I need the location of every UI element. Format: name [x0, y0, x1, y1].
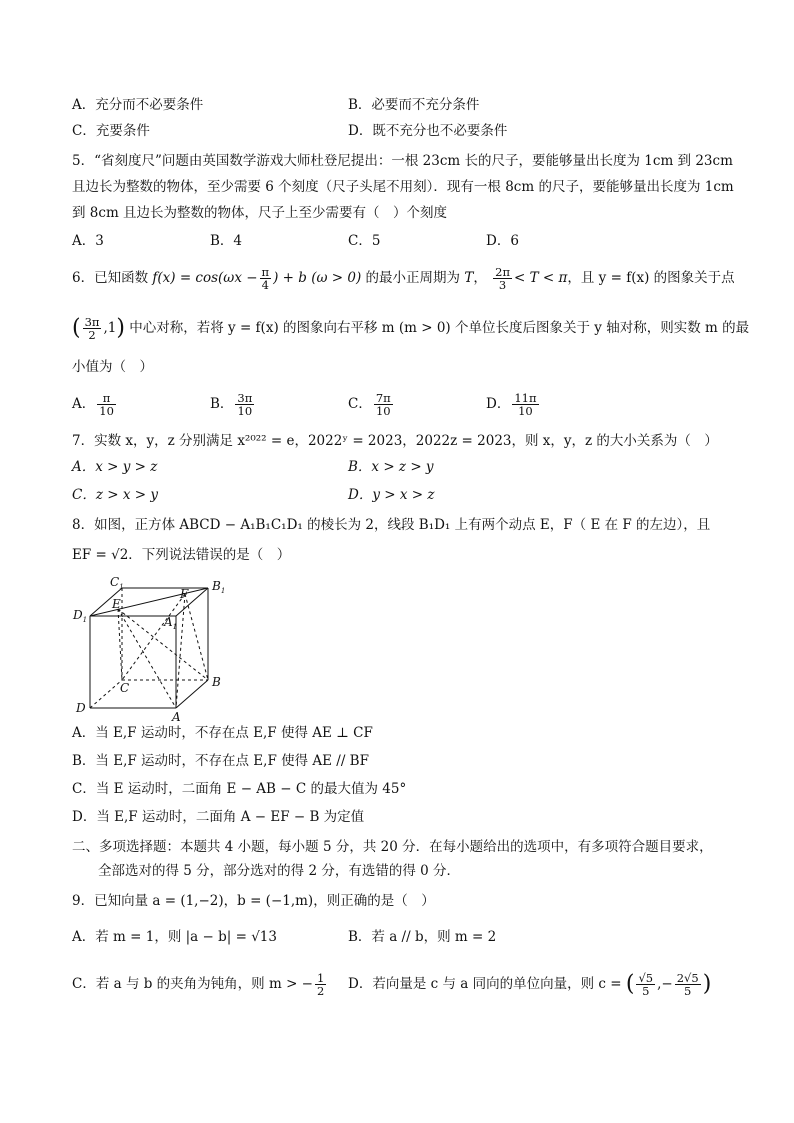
q9-option-c-text: C．若 a 与 b 的夹角为钝角，则 m > − — [72, 976, 313, 992]
q6-func-4: 4 — [261, 278, 269, 292]
q8-option-a: A．当 E,F 运动时，不存在点 E,F 使得 AE ⊥ CF — [72, 725, 373, 741]
q6-option-a-label: A． — [72, 396, 96, 412]
label-f: F — [180, 587, 189, 601]
edge-ab — [176, 680, 208, 708]
q6-line-2: ( $\frac{3\pi}{2}$ ,1) 中心对称，若将 y = f(x) 的图象向右平移 m (m > 0) 个单位长度后图象关于 y 轴对称，则实数 m 的最 — [72, 315, 750, 342]
q6-option-d-den: 10 — [518, 404, 533, 418]
q9-option-d-text: D．若向量是 c 与 a 同向的单位向量，则 c = — [348, 976, 622, 992]
q9-option-d-fraction-1 — [636, 972, 655, 997]
q6-cond-fraction — [493, 266, 512, 291]
q5-line-1: 5．“省刻度尺”问题由英国数学游戏大师杜登尼提出：一根 23cm 长的尺子，要能够量出长度为 1cm 到 23cm — [72, 153, 733, 169]
q6-option-a — [72, 392, 118, 417]
section-2-note: 全部选对的得 5 分，部分选对的得 2 分，有选错的得 0 分． — [98, 863, 461, 879]
q6-line-2-text: 中心对称，若将 y = f(x) 的图象向右平移 m (m > 0) 个单位长度后图象关于 y 轴对称，则实数 m 的最 — [129, 320, 750, 336]
q6-function: f(x) = cos(ωx − — [152, 270, 258, 286]
q6-func-pi: π — [261, 265, 270, 279]
q9-option-b: B．若 a // b，则 m = 2 — [348, 929, 497, 945]
q6-cond-tail: < T < π — [514, 270, 568, 286]
q5-option-a: A．3 — [72, 233, 104, 249]
cube-figure — [68, 572, 238, 722]
q5-option-c: C．5 — [348, 233, 381, 249]
label-c1: $C_1$ — [110, 575, 124, 591]
q6-line-1: 6．已知函数 f(x) = cos(ωx − $\frac{\pi}{4}$ ) + b (ω > 0) 的最小正周期为 T， $\frac{2\pi}{3}$ < T < π，且 y = f(x) 的图象关于点 — [72, 265, 735, 292]
label-d: D — [76, 701, 86, 715]
line-af — [176, 594, 185, 708]
q4-option-b: B．必要而不充分条件 — [348, 97, 480, 113]
q8-option-b: B．当 E,F 运动时，不存在点 E,F 使得 AE // BF — [72, 753, 369, 769]
q6-func-fraction — [260, 266, 272, 291]
line-bf — [185, 594, 208, 680]
label-a1: $A_1$ — [164, 615, 178, 631]
q9-option-c-den: 2 — [316, 984, 325, 998]
q6-option-a-den: 10 — [99, 404, 114, 418]
q6-option-d-num: 11π — [514, 391, 537, 405]
q7-option-d: D．y > x > z — [348, 487, 435, 503]
edge-dc — [90, 680, 122, 708]
q6-point-den: 2 — [88, 328, 96, 342]
q4-option-a: A．充分而不必要条件 — [72, 97, 204, 113]
q5-line-2: 且边长为整数的物体，至少需要 6 个刻度（尺子头尾不用刻）．现有一根 8cm 的尺子，要能够量出长度为 1cm — [72, 179, 734, 195]
q6-option-d-label: D． — [486, 396, 511, 412]
label-b1: $B_1$ — [212, 579, 226, 595]
q8-option-c: C．当 E 运动时，二面角 E − AB − C 的最大值为 45° — [72, 781, 407, 797]
line-ce — [118, 609, 122, 680]
q6-function-tail: ) + b (ω > 0) — [273, 270, 362, 286]
q6-option-b — [210, 392, 256, 417]
label-e: E — [112, 597, 121, 611]
q6-option-b-den: 10 — [237, 404, 253, 418]
q7-option-a: A．x > y > z — [72, 459, 158, 475]
diagonal-b1d1 — [90, 588, 208, 616]
q6-option-c-label: C． — [348, 396, 372, 412]
q6-option-b-label: B． — [210, 396, 234, 412]
q9-option-d-fraction-2 — [675, 972, 701, 997]
q6-mid: 的最小正周期为 — [365, 270, 461, 286]
q8-line-1: 8．如图，正方体 ABCD − A₁B₁C₁D₁ 的棱长为 2，线段 B₁D₁ 上有两个动点 E，F（ E 在 F 的左边），且 — [72, 517, 711, 533]
q7-option-b: B．x > z > y — [348, 459, 434, 475]
q9-option-d: D．若向量是 c 与 a 同向的单位向量，则 c = ( $\frac{√5}{5}$ ,− $\frac{2√5}{5}$ ) — [348, 971, 712, 998]
q6-option-c-fraction — [374, 392, 393, 417]
section-2-heading: 二、多项选择题：本题共 4 小题，每小题 5 分，共 20 分．在每小题给出的选项中，有多项符合题目要求， — [72, 839, 713, 855]
q6-option-d-fraction — [512, 392, 538, 417]
q9-option-c-num: 1 — [316, 971, 325, 985]
q8-line-2: EF = √2．下列说法错误的是（ ） — [72, 547, 291, 563]
q9-stem: 9．已知向量 a = (1,−2)，b = (−1,m)，则正确的是（ ） — [72, 893, 435, 909]
label-a: A — [172, 710, 181, 722]
q6-cond-num: 2π — [495, 265, 511, 279]
label-c: C — [120, 681, 130, 695]
q6-cond-den: 3 — [498, 278, 507, 292]
q5-option-b: B．4 — [210, 233, 243, 249]
q4-option-d: D．既不充分也不必要条件 — [348, 123, 508, 139]
q9-option-d-num-1: √5 — [638, 971, 654, 985]
q6-option-c-den: 10 — [375, 404, 391, 418]
q7-option-c: C．z > x > y — [72, 487, 158, 503]
q6-point-tail: ,1 — [103, 320, 117, 336]
q6-option-c-num: 7π — [375, 391, 391, 405]
q9-option-a: A．若 m = 1，则 |a − b| = √13 — [72, 929, 277, 945]
q6-option-a-fraction — [97, 392, 116, 417]
q9-option-d-num-2: 2√5 — [676, 971, 699, 985]
q5-line-3: 到 8cm 且边长为整数的物体，尺子上至少需要有（ ）个刻度 — [72, 205, 448, 221]
q8-option-d: D．当 E,F 运动时，二面角 A − EF − B 为定值 — [72, 809, 365, 825]
label-b: B — [212, 675, 221, 689]
q9-option-d-den-1: 5 — [642, 984, 650, 998]
q9-option-c-fraction — [315, 972, 326, 997]
q6-option-a-num: π — [97, 392, 116, 405]
q6-tail: ，且 y = f(x) 的图象关于点 — [567, 270, 735, 286]
q9-option-d-den-2: 5 — [684, 984, 692, 998]
q6-point-num: 3π — [84, 315, 100, 329]
q5-option-d: D．6 — [486, 233, 519, 249]
q9-option-c — [72, 972, 328, 997]
q6-option-b-num: 3π — [237, 391, 253, 405]
q6-point-fraction — [83, 316, 102, 341]
q4-option-c: C．充要条件 — [72, 123, 150, 139]
q6-option-c — [348, 392, 395, 417]
q6-option-d — [486, 392, 541, 417]
q6-option-b-fraction — [235, 392, 254, 417]
q6-prefix: 6．已知函数 — [72, 270, 149, 286]
q6-period: T — [464, 270, 474, 286]
line-be — [118, 609, 208, 680]
q7-stem: 7．实数 x，y，z 分别满足 x²⁰²² = e，2022ʸ = 2023，2022z = 2023，则 x，y，z 的大小关系为（ ） — [72, 433, 718, 449]
label-d1: $D_1$ — [73, 608, 88, 624]
q6-line-3: 小值为（ ） — [72, 359, 153, 375]
